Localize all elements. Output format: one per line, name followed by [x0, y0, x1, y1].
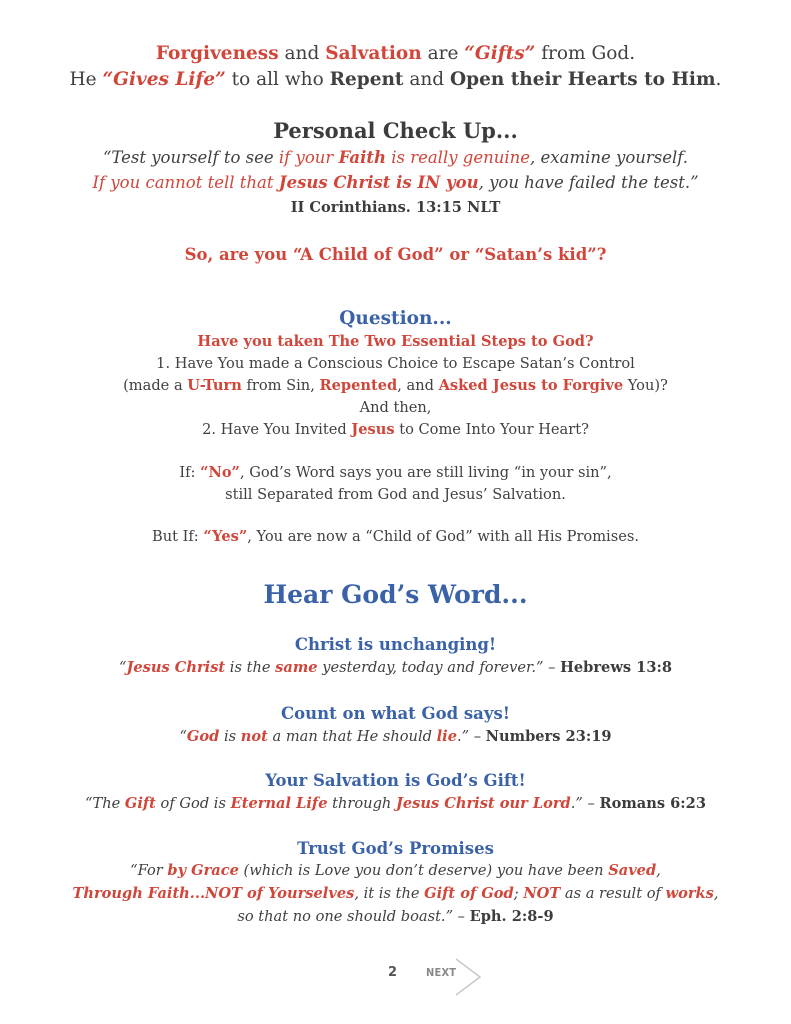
text: You)?	[623, 377, 668, 394]
text: and	[278, 43, 326, 64]
text: Repent	[329, 69, 404, 90]
gods-word-heading: Hear God’s Word...	[263, 580, 528, 609]
intro-line-2	[0, 69, 791, 90]
text: “The	[85, 795, 125, 812]
text: ,	[713, 885, 719, 902]
verse-4-heading: Trust God’s Promises	[297, 839, 494, 858]
checkup-reference: II Corinthians. 13:15 NLT	[290, 199, 501, 216]
text: is	[219, 728, 241, 745]
text: .	[715, 69, 722, 90]
verse-2-heading: Count on what God says!	[281, 704, 510, 723]
and-then: And then,	[359, 399, 432, 416]
text: from God.	[535, 43, 636, 64]
text: He	[69, 69, 103, 90]
text: Gift of God	[424, 885, 514, 902]
text: (which is Love you don’t deserve) you have been	[238, 862, 609, 879]
text: is really genuine	[385, 148, 531, 167]
text: of God is	[155, 795, 231, 812]
text: U-Turn	[187, 377, 242, 394]
text: yesterday, today and forever.” –	[317, 659, 561, 676]
text: , God’s Word says you are still living “in your sin”,	[239, 464, 612, 481]
text: a man that He should	[267, 728, 437, 745]
step-1-detail	[0, 377, 791, 394]
text: so that no one should boast.” –	[237, 908, 470, 925]
text: Through Faith...NOT of Yourselves	[72, 885, 355, 902]
text: Open their Hearts to Him	[450, 69, 716, 90]
text: if your	[278, 148, 339, 167]
text: But If:	[152, 528, 204, 545]
text: “Gives Life”	[102, 69, 226, 90]
text: Repented	[319, 377, 398, 394]
page-footer	[0, 960, 791, 996]
text: 2. Have You Invited	[202, 421, 352, 438]
text: “	[179, 728, 187, 745]
verse-1-heading: Christ is unchanging!	[294, 635, 497, 654]
text: Jesus Christ our Lord	[395, 795, 571, 812]
text: from Sin,	[241, 377, 320, 394]
text: “	[118, 659, 127, 676]
step-1-line: 1. Have You made a Conscious Choice to Escape Satan’s Control	[156, 355, 635, 372]
verse-4-line-1	[0, 862, 791, 879]
text: by Grace	[167, 862, 239, 879]
question-heading: Question...	[339, 308, 452, 329]
verse-3-text	[0, 795, 791, 812]
text: lie	[436, 728, 457, 745]
text: “No”	[200, 464, 240, 481]
text: through	[327, 795, 396, 812]
if-no-line-1	[0, 464, 791, 481]
verse-reference: Eph. 2:8-9	[469, 908, 554, 925]
text: Asked Jesus to Forgive	[438, 377, 624, 394]
text: and	[403, 69, 451, 90]
question-subheading: Have you taken The Two Essential Steps to God?	[197, 333, 594, 350]
text: ,	[656, 862, 661, 879]
text: , You are now a “Child of God” with all His Promises.	[247, 528, 639, 545]
verse-reference: Romans 6:23	[599, 795, 706, 812]
text: NOT	[523, 885, 561, 902]
verse-2-text	[0, 728, 791, 745]
text: “Yes”	[203, 528, 248, 545]
checkup-heading: Personal Check Up...	[273, 118, 518, 143]
intro-line-1	[0, 43, 791, 64]
checkup-quote-line-1	[0, 148, 791, 167]
text: to Come Into Your Heart?	[394, 421, 589, 438]
text: is the	[225, 659, 276, 676]
text: Salvation	[325, 43, 422, 64]
text: Faith	[338, 148, 386, 167]
text: ;	[513, 885, 524, 902]
text: Jesus	[351, 421, 395, 438]
verse-1-text	[0, 659, 791, 676]
text: Eternal Life	[230, 795, 328, 812]
verse-4-line-2	[0, 885, 791, 902]
text: Saved	[608, 862, 657, 879]
text: “Gifts”	[464, 43, 536, 64]
next-link[interactable]: NEXT	[426, 966, 457, 979]
verse-4-line-3	[0, 908, 791, 925]
text: works	[665, 885, 714, 902]
page-number: 2	[388, 965, 398, 980]
verse-reference: Numbers 23:19	[485, 728, 612, 745]
text: Jesus Christ	[126, 659, 226, 676]
text: , it is the	[354, 885, 425, 902]
verse-3-heading: Your Salvation is God’s Gift!	[265, 771, 526, 790]
text: as a result of	[560, 885, 666, 902]
text: to all who	[225, 69, 330, 90]
verse-reference: Hebrews 13:8	[560, 659, 673, 676]
text: , you have failed the test.”	[478, 173, 699, 192]
text: Gift	[124, 795, 156, 812]
text: Jesus Christ is IN you	[278, 173, 479, 192]
next-arrow-icon[interactable]	[454, 958, 482, 996]
text: same	[275, 659, 318, 676]
if-yes-line	[0, 528, 791, 545]
text: God	[186, 728, 220, 745]
text: , and	[397, 377, 439, 394]
text: , examine yourself.	[530, 148, 689, 167]
text: If:	[179, 464, 201, 481]
text: (made a	[123, 377, 188, 394]
text: “Test yourself to see	[102, 148, 279, 167]
text: “For	[130, 862, 168, 879]
text: If you cannot tell that	[92, 173, 279, 192]
step-2-line	[0, 421, 791, 438]
child-of-god-question: So, are you “A Child of God” or “Satan’s kid”?	[184, 245, 607, 264]
text: .” –	[570, 795, 600, 812]
text: are	[421, 43, 465, 64]
if-no-line-2: still Separated from God and Jesus’ Salvation.	[225, 486, 566, 503]
text: not	[240, 728, 268, 745]
text: Forgiveness	[155, 43, 279, 64]
checkup-quote-line-2	[0, 173, 791, 192]
text: .” –	[456, 728, 486, 745]
